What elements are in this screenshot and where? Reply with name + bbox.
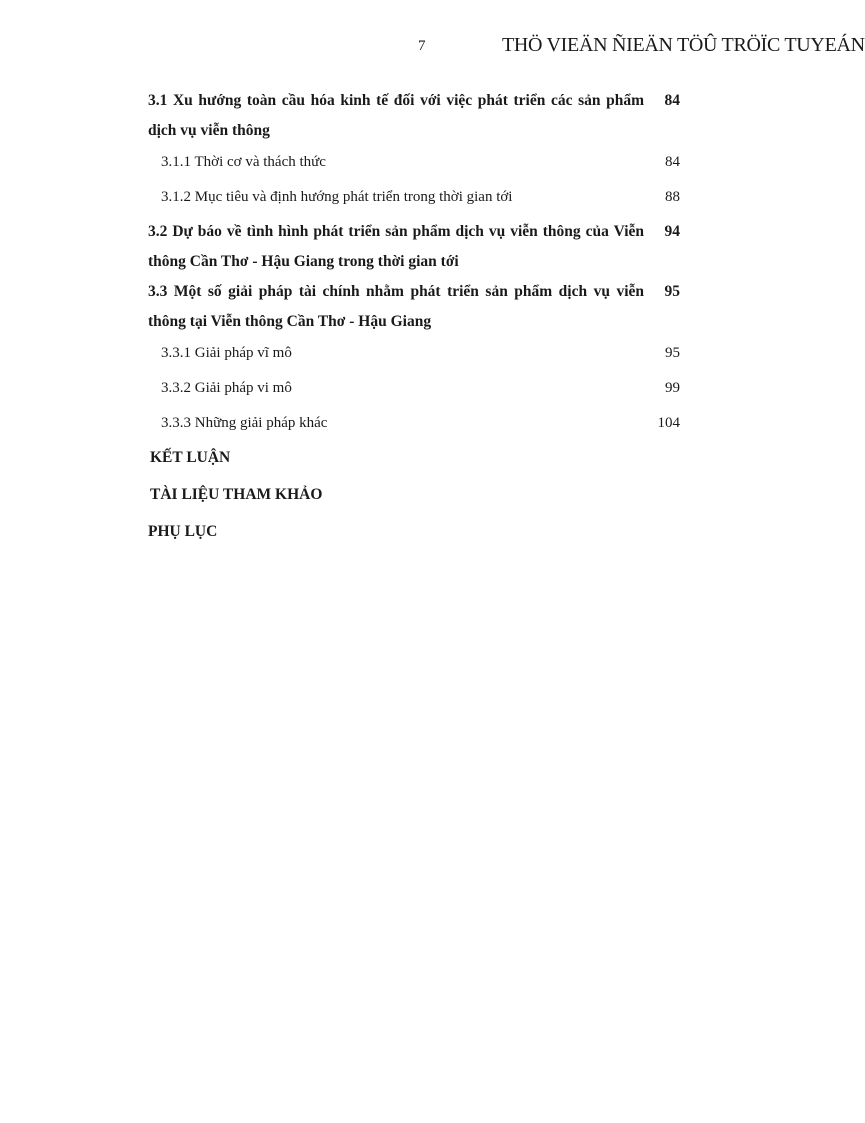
toc-entry-3-3-1[interactable] (148, 338, 688, 373)
toc-entry-page: 88 (665, 189, 680, 205)
running-head: THÖ VIEÄN ÑIEÄN TÖÛ TRÖÏC TUYEÁN (502, 34, 865, 56)
toc-entry-page: 95 (664, 283, 680, 300)
toc-entry-title: 3.1.1 Thời cơ và thách thức (161, 154, 326, 170)
toc-entry-page: 99 (665, 380, 680, 396)
toc-entry-page: 94 (664, 223, 680, 240)
toc-entry-title: 3.3.3 Những giải pháp khác (161, 415, 328, 431)
toc-entry-3-1[interactable] (148, 86, 688, 146)
toc-entry-title: 3.1 Xu hướng toàn cầu hóa kinh tế đối với việc phát triển các sản phẩm dịch vụ viễn thông (148, 92, 644, 139)
toc-entry-3-3-2[interactable] (148, 373, 688, 408)
toc-entry-title: 3.3.2 Giải pháp vi mô (161, 380, 292, 396)
toc-conclusion[interactable]: KẾT LUẬN (150, 449, 231, 466)
toc-entry-title: 3.3.1 Giải pháp vĩ mô (161, 345, 292, 361)
table-of-contents (148, 86, 688, 554)
toc-entry-3-3-3[interactable] (148, 408, 688, 443)
page-number: 7 (418, 38, 426, 54)
toc-entry-page: 95 (665, 345, 680, 361)
toc-entry-page: 104 (657, 415, 680, 431)
toc-entry-3-1-2[interactable] (148, 182, 688, 217)
toc-entry-page: 84 (664, 92, 680, 109)
toc-entry-3-3[interactable] (148, 277, 688, 337)
toc-appendix[interactable]: PHỤ LỤC (148, 523, 218, 540)
toc-entry-title: 3.3 Một số giải pháp tài chính nhằm phát triển sản phẩm dịch vụ viễn thông tại Viễn thông Cần Thơ - Hậu Giang (148, 283, 644, 330)
toc-entry-3-1-1[interactable] (148, 147, 688, 182)
toc-entry-page: 84 (665, 154, 680, 170)
toc-entry-title: 3.1.2 Mục tiêu và định hướng phát triển trong thời gian tới (161, 189, 513, 205)
toc-entry-3-2[interactable] (148, 217, 688, 277)
toc-references[interactable]: TÀI LIỆU THAM KHẢO (150, 486, 323, 503)
toc-entry-title: 3.2 Dự báo về tình hình phát triển sản phẩm dịch vụ viễn thông của Viễn thông Cần Thơ - Hậu Giang trong thời gian tới (148, 223, 644, 270)
